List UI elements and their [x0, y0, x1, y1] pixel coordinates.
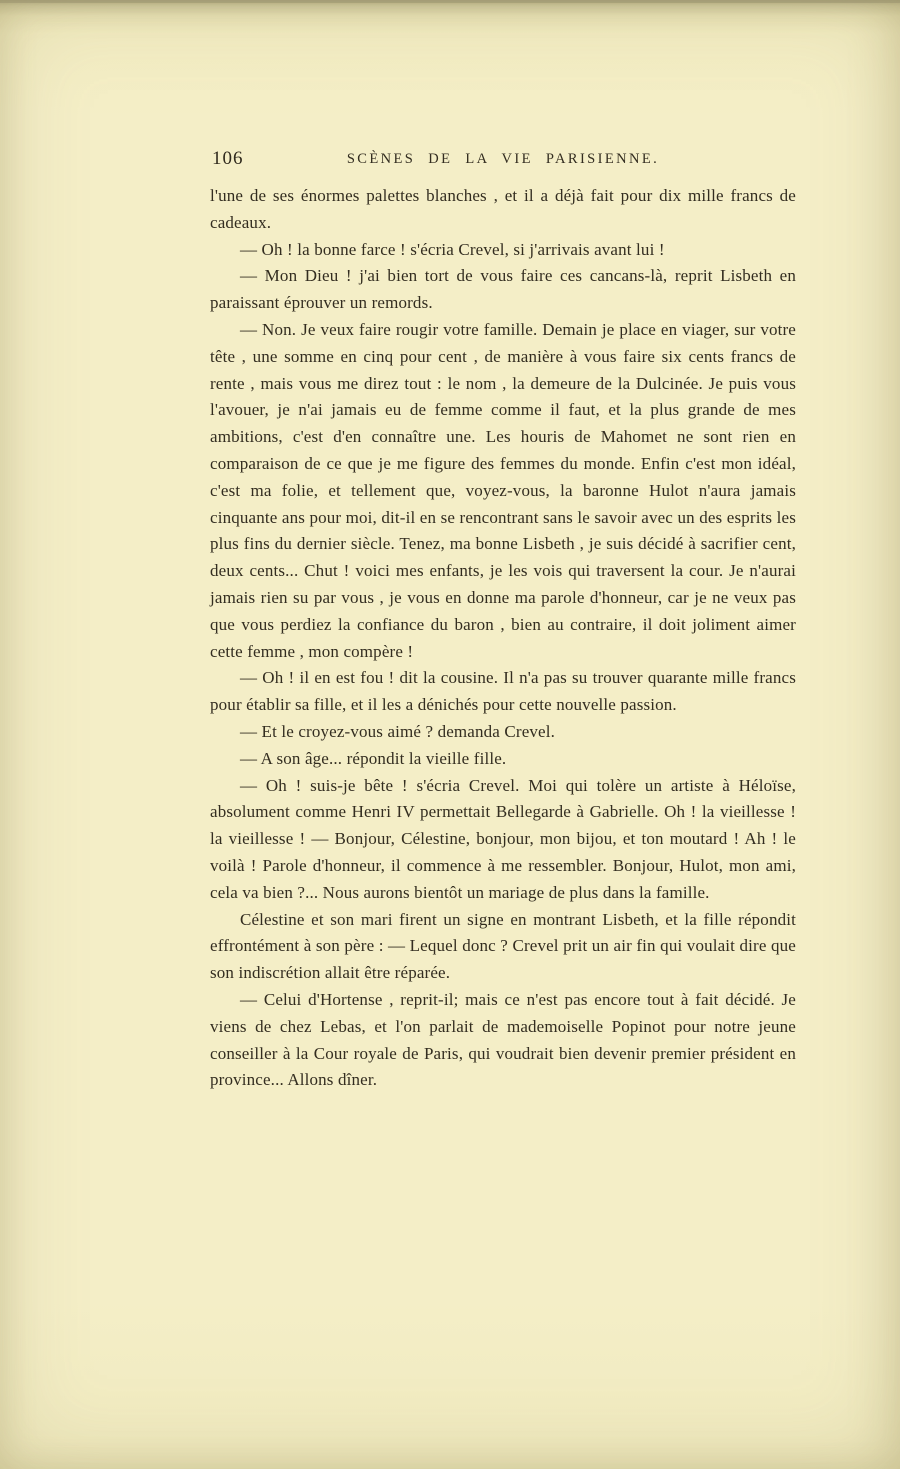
- page-body: [210, 183, 796, 1094]
- paragraph: — Celui d'Hortense , reprit-il; mais ce n'est pas encore tout à fait décidé. Je viens de chez Lebas, et l'on parlait de mademoiselle Popinot pour notre jeune conseiller à la Cour royale de Paris, qui voudrait bien devenir premier président en province... Allons dîner.: [210, 989, 796, 1090]
- paragraph: — Mon Dieu ! j'ai bien tort de vous faire ces cancans-là, reprit Lisbeth en paraissant éprouver un remords.: [210, 266, 796, 313]
- page-number: 106: [212, 148, 244, 169]
- paragraph: l'une de ses énormes palettes blanches , et il a déjà fait pour dix mille francs de cadeaux.: [210, 186, 796, 232]
- paragraph: — Oh ! suis-je bête ! s'écria Crevel. Moi qui tolère un artiste à Héloïse, absolument comme Henri IV permettait Bellegarde à Gabrielle. Oh ! la vieillesse ! la vieillesse ! — Bonjour, Célestine, bonjour, mon bijou, et ton moutard ! Ah ! le voilà ! Parole d'honneur, il commence à me ressembler. Bonjour, Hulot, mon ami, cela va bien ?... Nous aurons bientôt un mariage de plus dans la famille.: [210, 775, 796, 902]
- paragraph: — Oh ! il en est fou ! dit la cousine. Il n'a pas su trouver quarante mille francs pour établir sa fille, et il les a dénichés pour cette nouvelle passion.: [210, 668, 796, 715]
- paragraph: — Non. Je veux faire rougir votre famille. Demain je place en viager, sur votre tête , une somme en cinq pour cent , de manière à vous faire six cents francs de rente , mais vous me direz tout : le nom , la demeure de la Dulcinée. Je puis vous l'avouer, je n'ai jamais eu de femme comme il faut, et la plus grande de mes ambitions, c'est d'en connaître une. Les houris de Mahomet ne sont rien en comparaison de ce que je me figure des femmes du monde. Enfin c'est mon idéal, c'est ma folie, et tellement que, voyez-vous, la baronne Hulot n'aura jamais cinquante ans pour moi, dit-il en se rencontrant sans le savoir avec un des esprits les plus fins du dernier siècle. Tenez, ma bonne Lisbeth , je suis décidé à sacrifier cent, deux cents... Chut ! voici mes enfants, je les vois qui traversent la cour. Je n'aurai jamais rien su par vous , je vous en donne ma parole d'honneur, car je ne veux pas que vous perdiez la confiance du baron , bien au contraire, il doit joliment aimer cette femme , mon compère !: [210, 319, 796, 661]
- paragraph: — A son âge... répondit la vieille fille.: [240, 748, 507, 768]
- paragraph: — Et le croyez-vous aimé ? demanda Crevel.: [240, 721, 556, 741]
- paragraph: Célestine et son mari firent un signe en montrant Lisbeth, et la fille répondit effrontément à son père : — Lequel donc ? Crevel prit un air fin qui voulait dire que son indiscrétion allait être réparée.: [210, 909, 796, 983]
- running-header-title: SCÈNES DE LA VIE PARISIENNE.: [346, 151, 660, 167]
- scan-top-edge: [0, 0, 900, 3]
- running-head: [210, 148, 796, 174]
- paragraph: — Oh ! la bonne farce ! s'écria Crevel, si j'arrivais avant lui !: [240, 239, 665, 259]
